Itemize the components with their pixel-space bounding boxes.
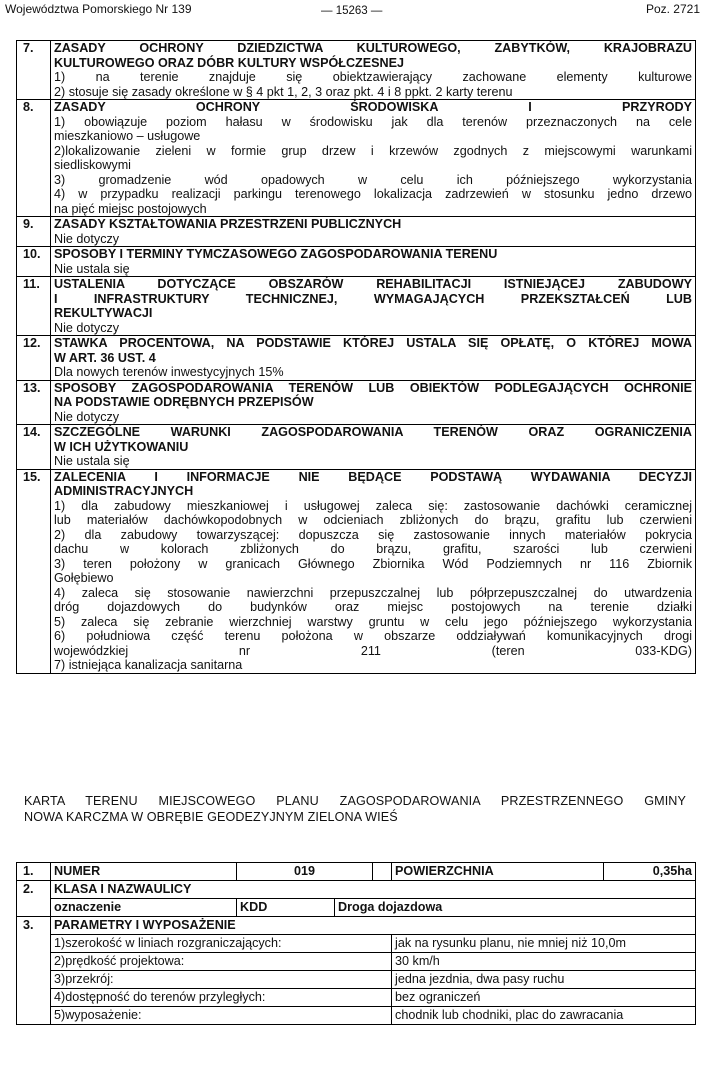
- oznaczenie-label: oznaczenie: [51, 899, 237, 917]
- param-row: [17, 989, 696, 1007]
- rule-text-line: Nie ustala się: [54, 261, 130, 276]
- rule-title: ZASADY KSZTAŁTOWANIA PRZESTRZENI PUBLICZNYCH: [54, 217, 402, 231]
- rule-text-line: 2) stosuje się zasady określone w § 4 pkt 1, 2, 3 oraz pkt. 4 i 8 ppkt. 2 karty terenu: [54, 84, 513, 99]
- row-number: 2.: [17, 881, 51, 917]
- rule-text-line: 6) południowa część terenu położona w obszarze oddziaływań komunikacyjnych drogi: [54, 629, 692, 643]
- rule-content: [51, 247, 696, 277]
- karta-heading-line1: KARTA TERENU MIEJSCOWEGO PLANU ZAGOSPODAROWANIA PRZESTRZENNEGO GMINY: [24, 794, 686, 808]
- rule-text-line: dróg dojazdowych do budynków oraz miejsc postojowych na terenie działki: [54, 600, 692, 614]
- rule-row: [17, 41, 696, 100]
- rule-title: SPOSOBY ZAGOSPODAROWANIA TERENÓW LUB OBIEKTÓW PODLEGAJĄCYCH OCHRONIE: [54, 380, 692, 395]
- rule-text-line: 7) istniejąca kanalizacja sanitarna: [54, 658, 243, 672]
- row-number: 12.: [17, 336, 51, 381]
- page-number: — 15263 —: [321, 5, 383, 17]
- spacer-cell: [373, 863, 392, 881]
- rule-content: [51, 100, 696, 217]
- rule-text-line: 2) dla zabudowy towarzyszącej: dopuszcza się zastosowanie innych materiałów pokrycia: [54, 527, 692, 542]
- karta-heading: [24, 794, 686, 825]
- row-numer: [17, 863, 696, 881]
- rule-text-line: lub materiałów dachówkopodobnych w odcieniach zbliżonych do brązu, grafitu lub czerwieni: [54, 513, 692, 527]
- rule-text-line: 2)lokalizowanie zieleni w formie grup drzew i krzewów zgodnych z miejscowymi warunkami: [54, 143, 692, 158]
- parametry-label: PARAMETRY I WYPOSAŻENIE: [51, 917, 696, 935]
- param-key: 5)wyposażenie:: [51, 1007, 392, 1025]
- rule-text-line: na pięć miejsc postojowych: [54, 201, 207, 216]
- param-key: 1)szerokość w liniach rozgraniczających:: [51, 935, 392, 953]
- param-key: 3)przekrój:: [51, 971, 392, 989]
- row-number: 11.: [17, 277, 51, 336]
- row-number: 15.: [17, 469, 51, 673]
- rule-content: [51, 336, 696, 381]
- row-number: 14.: [17, 425, 51, 470]
- row-number: 9.: [17, 217, 51, 247]
- rule-text-line: 1) dla zabudowy mieszkaniowej i usługowej zaleca się: zastosowanie dachówki ceramicznej: [54, 498, 692, 513]
- rule-title: STAWKA PROCENTOWA, NA PODSTAWIE KTÓREJ USTALA SIĘ OPŁATĘ, O KTÓREJ MOWA: [54, 336, 692, 350]
- rule-content: [51, 217, 696, 247]
- row-parametry: [17, 917, 696, 935]
- param-row: [17, 971, 696, 989]
- rule-row: [17, 380, 696, 425]
- rule-text-line: 3) gromadzenie wód opadowych w celu ich późniejszego wykorzystania: [54, 172, 692, 187]
- page-header: [5, 2, 700, 18]
- rule-title: USTALENIA DOTYCZĄCE OBSZARÓW REHABILITACJI ISTNIEJĄCEJ ZABUDOWY: [54, 277, 692, 291]
- param-value: bez ograniczeń: [392, 989, 696, 1007]
- position-number: Poz. 2721: [645, 2, 700, 16]
- karta-terenu-table: [16, 862, 696, 1025]
- rule-text-line: 4) w przypadku realizacji parkingu terenowego lokalizacja zadrzewień w stosunku jedno drzewo: [54, 187, 692, 201]
- rule-content: [51, 425, 696, 470]
- rule-title: ADMINISTRACYJNYCH: [54, 484, 194, 498]
- row-klasa: [17, 881, 696, 899]
- rule-content: [51, 41, 696, 100]
- rule-title: SPOSOBY I TERMINY TYMCZASOWEGO ZAGOSPODAROWANIA TERENU: [54, 247, 498, 261]
- rule-text-line: Nie ustala się: [54, 454, 130, 468]
- row-number: 1.: [17, 863, 51, 881]
- rule-row: [17, 217, 696, 247]
- rule-text-line: dachu w kolorach zbliżonych do brązu, grafitu, szarości lub czerwieni: [54, 542, 692, 556]
- area-label: POWIERZCHNIA: [392, 863, 604, 881]
- row-number: 10.: [17, 247, 51, 277]
- area-value: 0,35ha: [604, 863, 696, 881]
- road-code: KDD: [237, 899, 335, 917]
- karta-heading-line2: NOWA KARCZMA W OBRĘBIE GEODEZYJNYM ZIELONA WIEŚ: [24, 809, 398, 824]
- rule-title: SZCZEGÓLNE WARUNKI ZAGOSPODAROWANIA TERENÓW ORAZ OGRANICZENIA: [54, 425, 692, 439]
- klasa-label: KLASA I NAZWAULICY: [51, 881, 696, 899]
- param-key: 4)dostępność do terenów przyległych:: [51, 989, 392, 1007]
- rule-row: [17, 277, 696, 336]
- rule-row: [17, 425, 696, 470]
- param-value: jak na rysunku planu, nie mniej niż 10,0m: [392, 935, 696, 953]
- rule-text-line: Dla nowych terenów inwestycyjnych 15%: [54, 365, 284, 379]
- rule-title: I INFRASTRUKTURY TECHNICZNEJ, WYMAGAJĄCYCH PRZEKSZTAŁCEŃ LUB: [54, 291, 692, 306]
- rule-title: KULTUROWEGO ORAZ DÓBR KULTURY WSPÓŁCZESNEJ: [54, 55, 405, 70]
- rule-text-line: Nie dotyczy: [54, 409, 120, 424]
- numer-value: 019: [237, 863, 373, 881]
- rule-title: W ART. 36 UST. 4: [54, 350, 156, 365]
- row-number: 3.: [17, 917, 51, 1025]
- rule-text-line: 3) teren położony w granicach Głównego Zbiornika Wód Podziemnych nr 116 Zbiornik: [54, 556, 692, 571]
- param-row: [17, 953, 696, 971]
- rule-title: W ICH UŻYTKOWANIU: [54, 439, 189, 454]
- rule-text-line: 1) obowiązuje poziom hałasu w środowisku jak dla terenów przeznaczonych na cele: [54, 114, 692, 129]
- param-value: chodnik lub chodniki, plac do zawracania: [392, 1007, 696, 1025]
- param-row: [17, 1007, 696, 1025]
- road-name: Droga dojazdowa: [335, 899, 696, 917]
- rule-row: [17, 100, 696, 217]
- rule-text-line: wojewódzkiej nr 211 (teren 033-KDG): [54, 643, 692, 658]
- row-number: 13.: [17, 380, 51, 425]
- rule-title: ZASADY OCHRONY ŚRODOWISKA I PRZYRODY: [54, 100, 692, 114]
- rule-text-line: 4) zaleca się stosowanie nawierzchni przepuszczalnej lub półprzepuszczalnej do utwardzenia: [54, 585, 692, 600]
- param-value: jedna jezdnia, dwa pasy ruchu: [392, 971, 696, 989]
- rule-content: [51, 469, 696, 673]
- rule-title: ZALECENIA I INFORMACJE NIE BĘDĄCE PODSTAWĄ WYDAWANIA DECYZJI: [54, 469, 692, 484]
- param-row: [17, 935, 696, 953]
- rule-title: REKULTYWACJI: [54, 306, 153, 320]
- rule-text-line: siedliskowymi: [54, 158, 131, 172]
- rule-text-line: Nie dotyczy: [54, 320, 120, 335]
- row-number: 8.: [17, 100, 51, 217]
- rule-text-line: mieszkaniowo – usługowe: [54, 129, 201, 143]
- rule-content: [51, 277, 696, 336]
- rule-text-line: 1) na terenie znajduje się obiektzawierający zachowane elementy kulturowe: [54, 70, 692, 84]
- rule-row: [17, 247, 696, 277]
- param-key: 2)prędkość projektowa:: [51, 953, 392, 971]
- rule-text-line: 5) zaleca się zebranie wierzchniej warstwy gruntu w celu jego późniejszego wykorzystania: [54, 614, 692, 629]
- rule-row: [17, 336, 696, 381]
- plan-rules-table: [16, 40, 696, 674]
- numer-label: NUMER: [51, 863, 237, 881]
- rule-row: [17, 469, 696, 673]
- rule-title: ZASADY OCHRONY DZIEDZICTWA KULTUROWEGO, ZABYTKÓW, KRAJOBRAZU: [54, 41, 692, 55]
- rule-title: NA PODSTAWIE ODRĘBNYCH PRZEPISÓW: [54, 395, 314, 409]
- row-number: 7.: [17, 41, 51, 100]
- row-oznaczenie: [17, 899, 696, 917]
- rule-text-line: Nie dotyczy: [54, 231, 120, 246]
- journal-title: Województwa Pomorskiego Nr 139: [5, 2, 192, 16]
- rule-text-line: Gołębiewo: [54, 571, 114, 585]
- param-value: 30 km/h: [392, 953, 696, 971]
- rule-content: [51, 380, 696, 425]
